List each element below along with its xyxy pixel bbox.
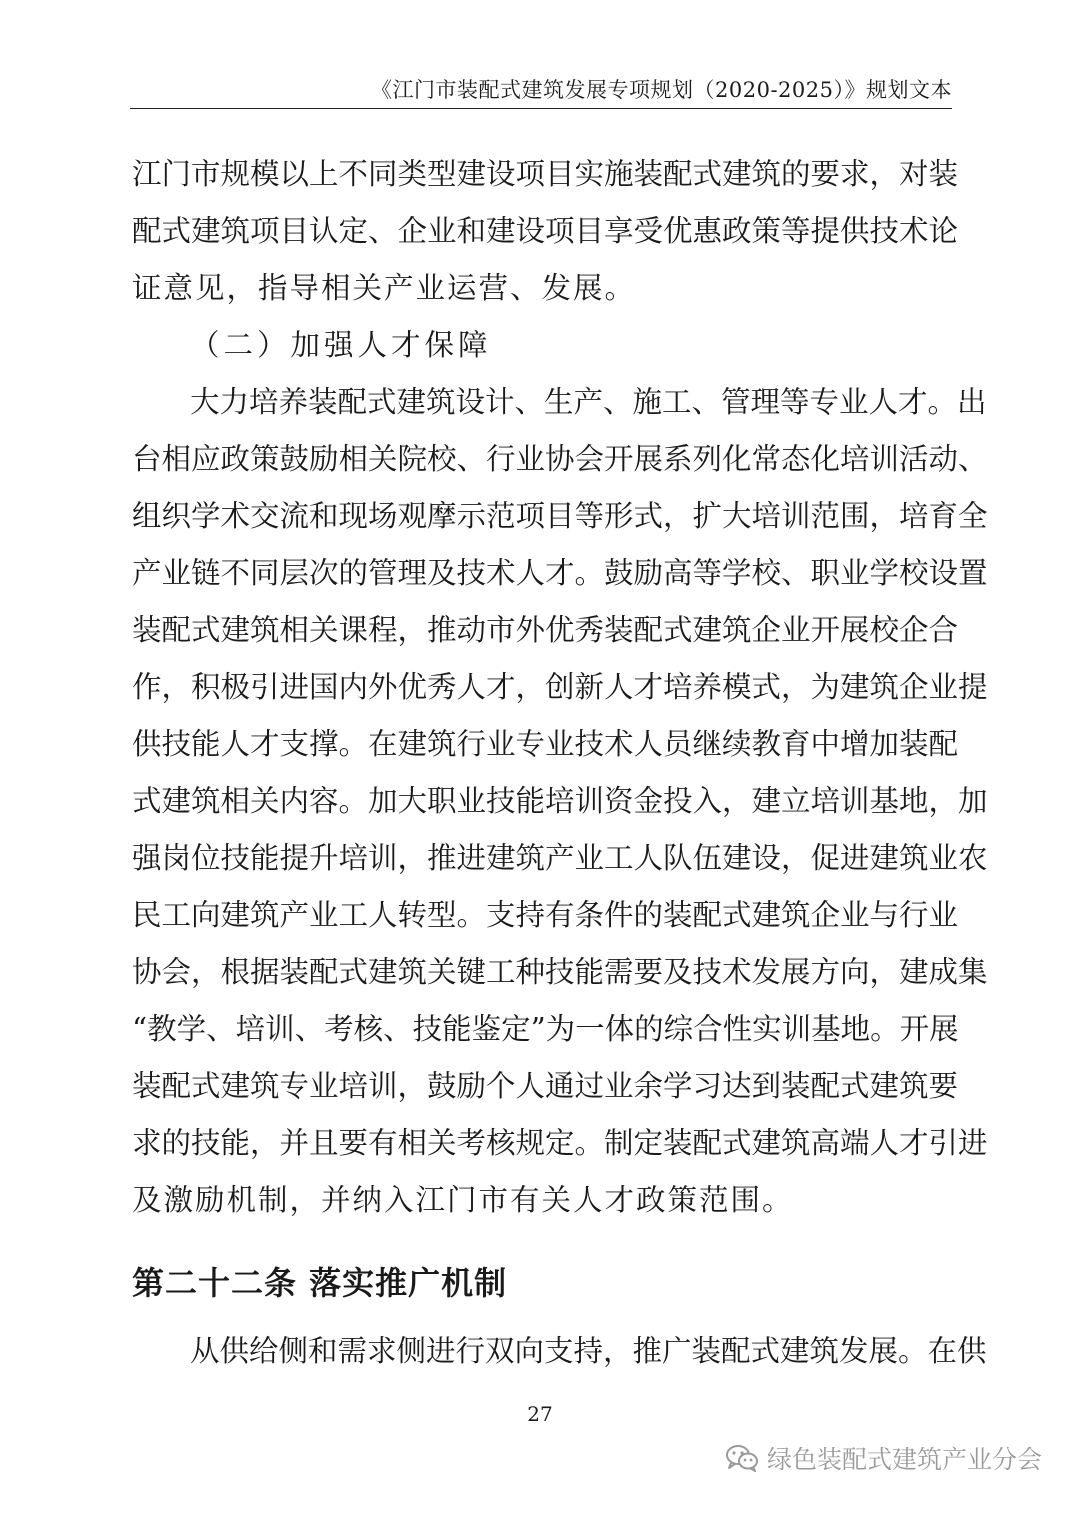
text-line: 强岗位技能提升培训，推进建筑产业工人队伍建设，促进建筑业农 xyxy=(132,841,988,875)
text-line: 大力培养装配式建筑设计、生产、施工、管理等专业人才。出 xyxy=(190,385,987,419)
watermark-text: 绿色装配式建筑产业分会 xyxy=(766,1445,1042,1474)
wechat-icon xyxy=(725,1444,759,1472)
text-line: 从供给侧和需求侧进行双向支持，推广装配式建筑发展。在供 xyxy=(190,1334,987,1368)
text-line: 协会，根据装配式建筑关键工种技能需要及技术发展方向，建成集 xyxy=(132,955,988,989)
text-line: 作，积极引进国内外优秀人才，创新人才培养模式，为建筑企业提 xyxy=(132,670,988,704)
text-line: 装配式建筑专业培训，鼓励个人通过业余学习达到装配式建筑要 xyxy=(132,1069,959,1103)
text-line: 民工向建筑产业工人转型。支持有条件的装配式建筑企业与行业 xyxy=(132,898,959,932)
text-line: 配式建筑项目认定、企业和建设项目享受优惠政策等提供技术论 xyxy=(132,214,959,248)
document-body xyxy=(132,150,988,1384)
text-line: 式建筑相关内容。加大职业技能培训资金投入，建立培训基地，加 xyxy=(132,784,988,818)
header-divider xyxy=(130,108,952,109)
text-line: 及激励机制，并纳入江门市有关人才政策范围。 xyxy=(132,1183,794,1217)
text-line: 组织学术交流和现场观摩示范项目等形式，扩大培训范围，培育全 xyxy=(132,499,988,533)
text-line: “教学、培训、考核、技能鉴定”为一体的综合性实训基地。开展 xyxy=(132,1012,959,1046)
text-line: 供技能人才支撑。在建筑行业专业技术人员继续教育中增加装配 xyxy=(132,727,959,761)
text-line: 台相应政策鼓励相关院校、行业协会开展系列化常态化培训活动、 xyxy=(132,442,988,476)
article-heading: 第二十二条 落实推广机制 xyxy=(132,1264,508,1302)
section-subheading: （二）加强人才保障 xyxy=(190,328,492,362)
page-number: 27 xyxy=(527,1402,553,1426)
text-line: 产业链不同层次的管理及技术人才。鼓励高等学校、职业学校设置 xyxy=(132,556,988,590)
text-line: 江门市规模以上不同类型建设项目实施装配式建筑的要求，对装 xyxy=(132,157,959,191)
text-line: 证意见，指导相关产业运营、发展。 xyxy=(132,271,637,305)
watermark xyxy=(725,1440,1042,1476)
running-header-title: 《江门市装配式建筑发展专项规划（2020-2025）》规划文本 xyxy=(371,78,952,102)
text-line: 装配式建筑相关课程，推动市外优秀装配式建筑企业开展校企合 xyxy=(132,613,959,647)
text-line: 求的技能，并且要有相关考核规定。制定装配式建筑高端人才引进 xyxy=(132,1126,988,1160)
